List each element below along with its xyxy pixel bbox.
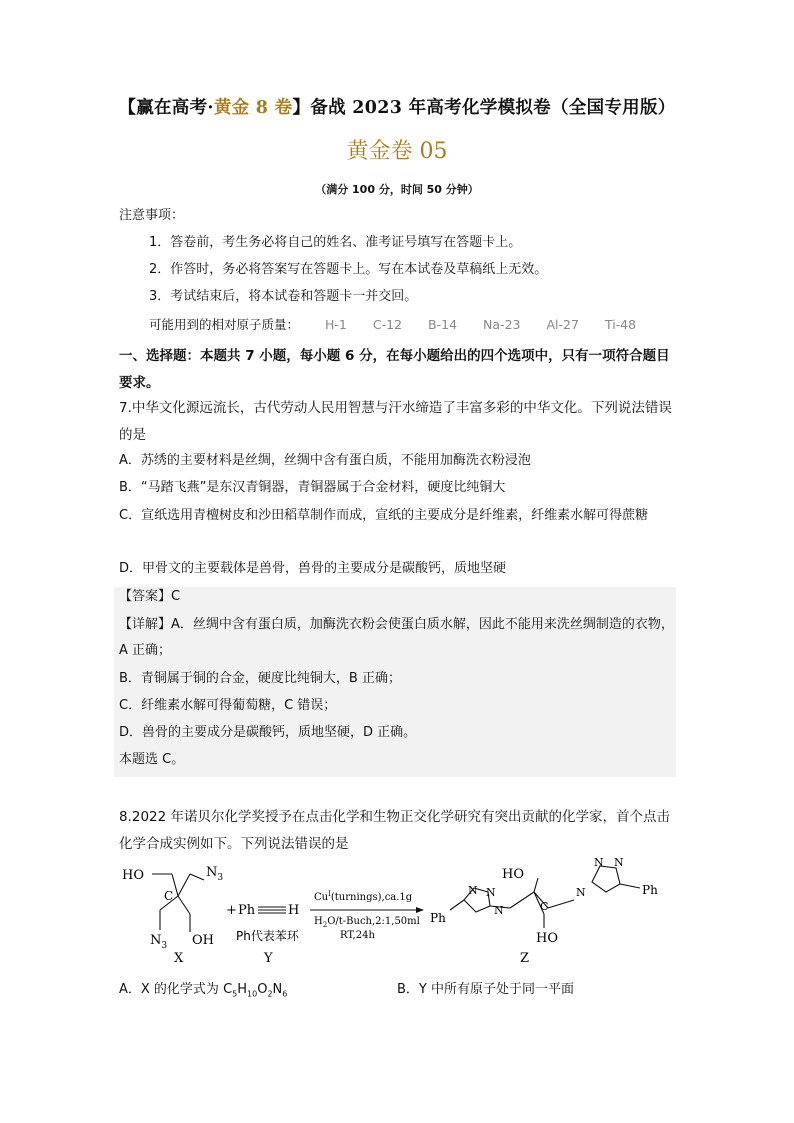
question-8-option-b: B．Y 中所有原子处于同一平面 — [397, 982, 574, 997]
question-7-option-d: D．甲骨文的主要载体是兽骨，兽骨的主要成分是碳酸钙，质地坚硬 — [119, 561, 507, 576]
x-azide-top: $N_3$ — [206, 865, 224, 883]
z-nitrogen: N — [486, 886, 496, 899]
condition-time: RT,24h — [340, 930, 375, 941]
title-gold-text: 黄金 8 卷 — [213, 98, 293, 118]
label-z: Z — [520, 951, 530, 966]
paper-subtitle: 黄金卷 05 — [346, 139, 448, 164]
label-x: X — [174, 951, 184, 966]
label-y: Y — [264, 951, 273, 966]
triple-bond — [258, 907, 286, 913]
z-nitrogen: N — [594, 856, 604, 869]
condition-catalyst: $Cu^I(turnings),ca.1g$ — [314, 890, 413, 903]
condition-solvent: $H_2O/t-Buch,2:1,50ml$ — [314, 916, 420, 929]
explanation-conclusion: 本题选 C。 — [119, 752, 185, 767]
x-hydroxyl-bottom: OH — [192, 933, 214, 948]
x-hydroxyl-top: HO — [122, 868, 144, 883]
answer-label: 【答案】C — [119, 589, 181, 604]
question-8-stem: 8.2022 年诺贝尔化学奖授予在点击化学和生物正交化学研究有突出贡献的化学家，首个点击化学合成实例如下。下列说法错误的是 — [119, 809, 671, 852]
section-heading: 一、选择题：本题共 7 小题，每小题 6 分，在每小题给出的四个选项中，只有一项符合题目要求。 — [119, 348, 670, 391]
question-7-option-b: B．“马踏飞燕”是东汉青铜器，青铜器属于合金材料，硬度比纯铜大 — [119, 480, 506, 495]
z-phenyl-right: Ph — [642, 883, 658, 897]
z-phenyl-left: Ph — [430, 911, 446, 925]
plus-sign: + — [226, 903, 237, 918]
question-7-option-a: A．苏绣的主要材料是丝绸，丝绸中含有蛋白质，不能用加酶洗衣粉浸泡 — [119, 453, 531, 468]
z-hydroxyl-bottom: HO — [536, 931, 558, 946]
z-hydroxyl-top: HO — [502, 867, 524, 882]
atomic-masses: 可能用到的相对原子质量： H-1 C-12 B-14 Na-23 Al-27 Ti-48 — [149, 317, 637, 332]
y-phenyl: Ph — [238, 903, 256, 918]
paper-title: 【赢在高考·黄金 8 卷】备战 2023 年高考化学模拟卷（全国专用版） — [118, 98, 676, 118]
z-nitrogen: N — [494, 904, 504, 917]
explanation-b: B．青铜属于铜的合金，硬度比纯铜大，B 正确； — [119, 671, 401, 686]
note-item: 3．考试结束后，将本试卷和答题卡一并交回。 — [149, 289, 418, 304]
explanation-a: 【详解】A．丝绸中含有蛋白质，加酶洗衣粉会使蛋白质水解，因此不能用来洗丝绸制造的衣物，A 正确； — [119, 617, 674, 658]
molecule-z — [450, 866, 640, 928]
explanation-c: C．纤维素水解可得葡萄糖，C 错误； — [119, 698, 337, 713]
reaction-arrowhead — [416, 907, 424, 913]
z-nitrogen: N — [468, 884, 478, 897]
note-item: 2．作答时，务必将答案写在答题卡上。写在本试卷及草稿纸上无效。 — [149, 262, 548, 277]
question-7-option-c: C．宣纸选用青檀树皮和沙田稻草制作而成，宣纸的主要成分是纤维素，纤维素水解可得蔗糖 — [119, 508, 649, 523]
note-item: 1．答卷前，考生务必将自己的姓名、准考证号填写在答题卡上。 — [149, 235, 522, 250]
z-nitrogen: N — [576, 886, 586, 899]
z-center-carbon: C — [540, 900, 549, 913]
molecule-x — [152, 874, 204, 932]
phenyl-note: Ph代表苯环 — [236, 929, 299, 943]
exam-meta: （满分 100 分，时间 50 分钟） — [315, 183, 479, 196]
notes-label: 注意事项： — [119, 208, 185, 223]
reaction-scheme — [114, 852, 694, 972]
question-7-stem: 7.中华文化源远流长，古代劳动人民用智慧与汗水缔造了丰富多彩的中华文化。下列说法错误的是 — [119, 400, 672, 443]
x-azide-bottom: $N_3$ — [150, 933, 168, 951]
explanation-d: D．兽骨的主要成分是碳酸钙，质地坚硬，D 正确。 — [119, 725, 417, 740]
x-center-carbon: C — [164, 889, 174, 903]
y-hydrogen: H — [288, 903, 300, 918]
question-8-option-a: A．X 的化学式为 $C_5H_{10}O_2N_6$ — [119, 982, 288, 999]
z-nitrogen: N — [614, 856, 624, 869]
